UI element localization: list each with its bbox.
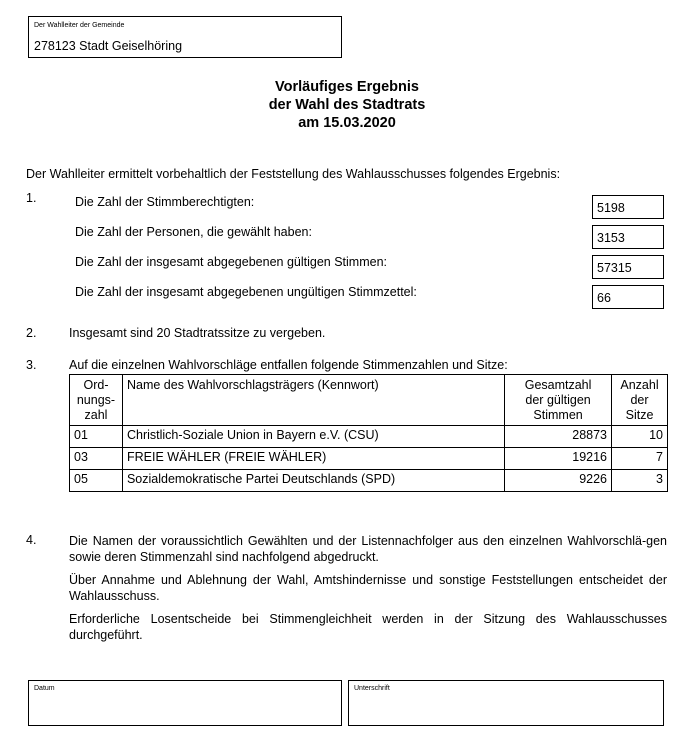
municipality-label: Der Wahlleiter der Gemeinde bbox=[34, 22, 125, 29]
signature-field[interactable] bbox=[348, 680, 664, 726]
document-title bbox=[0, 78, 694, 132]
row-seats: 7 bbox=[612, 448, 668, 470]
section-2-number: 2. bbox=[26, 326, 37, 340]
row-party-name: Christlich-Soziale Union in Bayern e.V. (CSU) bbox=[122, 426, 504, 448]
date-field[interactable] bbox=[28, 680, 342, 726]
results-header-row bbox=[70, 375, 668, 426]
table-row bbox=[70, 426, 668, 448]
section-2-text: Insgesamt sind 20 Stadtratssitze zu vergeben. bbox=[69, 326, 326, 340]
signature-label: Unterschrift bbox=[354, 685, 390, 692]
section-4-paragraph-3: Erforderliche Losentscheide bei Stimmengleichheit werden in der Sitzung des Wahlausschusses durchgeführt. bbox=[69, 612, 667, 642]
section-4-paragraph-2: Über Annahme und Ablehnung der Wahl, Amtshindernisse und sonstige Feststellungen entscheidet der Wahlausschuss. bbox=[69, 573, 667, 603]
row-votes: 28873 bbox=[505, 426, 612, 448]
intro-text: Der Wahlleiter ermittelt vorbehaltlich der Feststellung des Wahlausschusses folgendes Ergebnis: bbox=[26, 167, 561, 181]
stat-label-voters: Die Zahl der Personen, die gewählt haben: bbox=[75, 225, 312, 239]
title-line-3: am 15.03.2020 bbox=[298, 115, 396, 131]
section-3-text: Auf die einzelnen Wahlvorschläge entfallen folgende Stimmenzahlen und Sitze: bbox=[69, 358, 508, 372]
municipality-value: 278123 Stadt Geiselhöring bbox=[34, 39, 183, 53]
stat-label-eligible: Die Zahl der Stimmberechtigten: bbox=[75, 195, 255, 209]
title-line-1: Vorläufiges Ergebnis bbox=[275, 79, 419, 95]
table-row bbox=[70, 470, 668, 492]
date-label: Datum bbox=[34, 685, 55, 692]
section-3-number: 3. bbox=[26, 358, 37, 372]
section-4-number: 4. bbox=[26, 533, 37, 547]
section-1-number: 1. bbox=[26, 191, 37, 205]
stat-value-invalid-ballots: 66 bbox=[592, 285, 664, 309]
header-party-name: Name des Wahlvorschlagsträgers (Kennwort) bbox=[122, 375, 504, 426]
stat-value-valid-votes: 57315 bbox=[592, 255, 664, 279]
header-total-votes: Gesamtzahl der gültigen Stimmen bbox=[505, 375, 612, 426]
row-party-name: FREIE WÄHLER (FREIE WÄHLER) bbox=[122, 448, 504, 470]
row-seats: 10 bbox=[612, 426, 668, 448]
row-votes: 19216 bbox=[505, 448, 612, 470]
title-line-2: der Wahl des Stadtrats bbox=[268, 97, 426, 113]
section-4-paragraph-1: Die Namen der voraussichtlich Gewählten und der Listennachfolger aus den einzelnen Wahlvorschlä-gen sowie deren Stimmenzahl sind nachfolgend abgedruckt. bbox=[69, 534, 667, 564]
row-order: 01 bbox=[70, 426, 123, 448]
header-order-number: Ord- nungs- zahl bbox=[70, 375, 123, 426]
stat-label-valid-votes: Die Zahl der insgesamt abgegebenen gültigen Stimmen: bbox=[75, 255, 387, 269]
municipality-box bbox=[28, 16, 342, 58]
row-party-name: Sozialdemokratische Partei Deutschlands (SPD) bbox=[122, 470, 504, 492]
row-order: 03 bbox=[70, 448, 123, 470]
results-table bbox=[69, 374, 668, 492]
stat-label-invalid-ballots: Die Zahl der insgesamt abgegebenen ungültigen Stimmzettel: bbox=[75, 285, 417, 299]
row-votes: 9226 bbox=[505, 470, 612, 492]
table-row bbox=[70, 448, 668, 470]
row-seats: 3 bbox=[612, 470, 668, 492]
header-seats: Anzahl der Sitze bbox=[612, 375, 668, 426]
row-order: 05 bbox=[70, 470, 123, 492]
stat-value-eligible: 5198 bbox=[592, 195, 664, 219]
stat-value-voters: 3153 bbox=[592, 225, 664, 249]
